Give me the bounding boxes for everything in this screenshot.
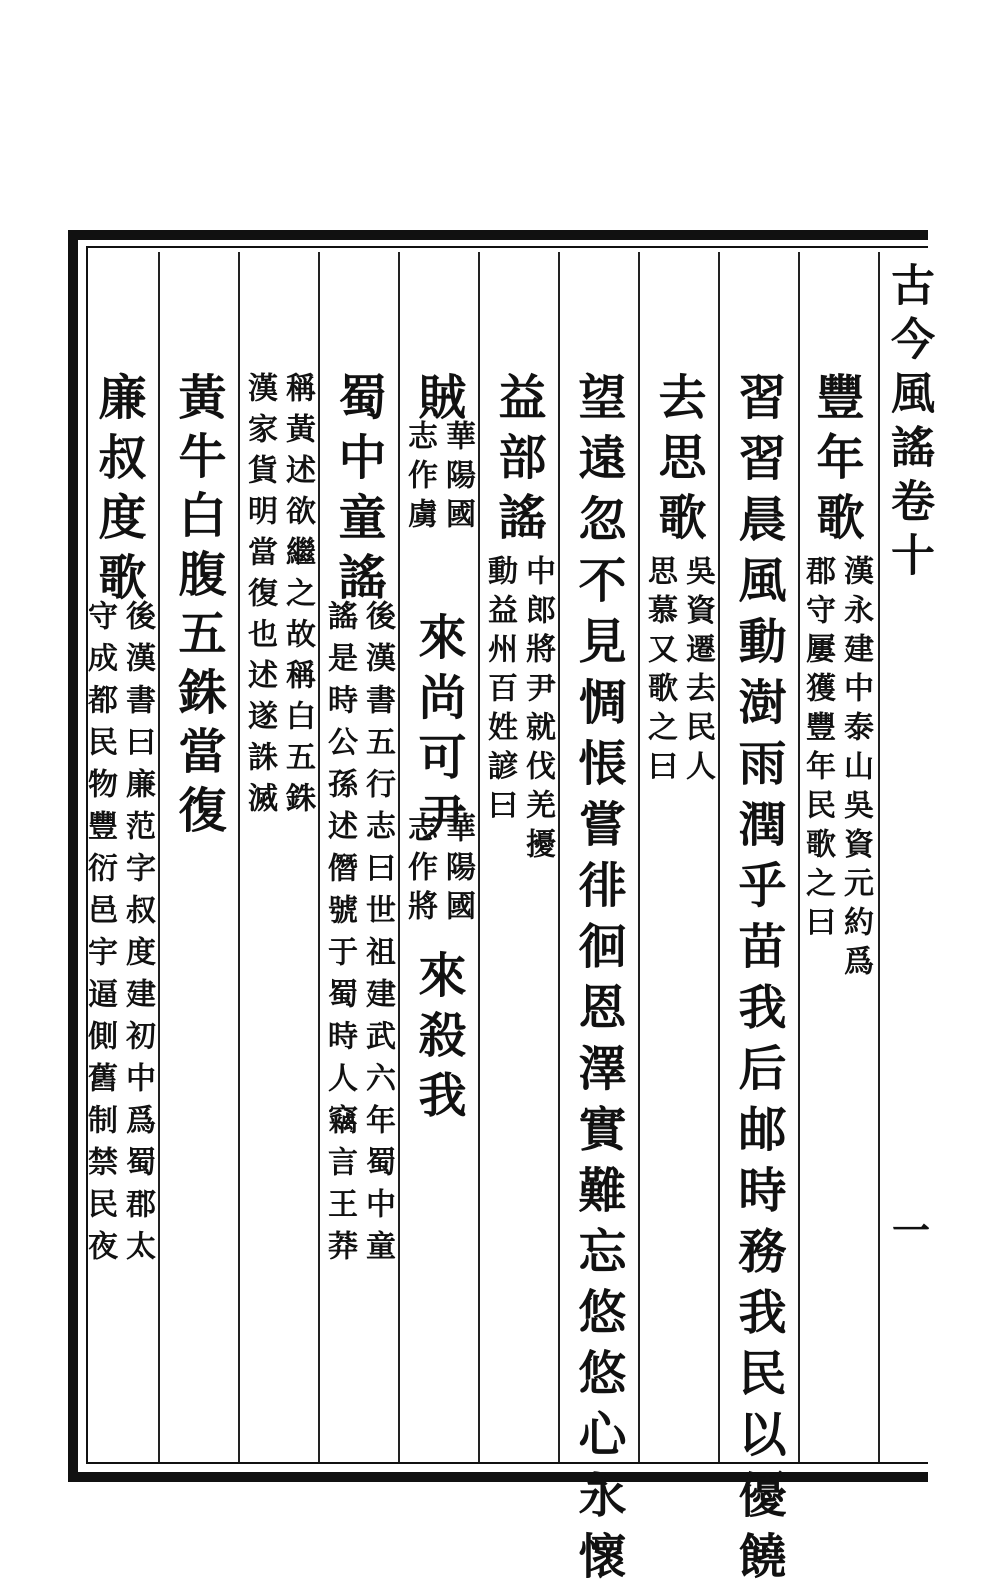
column-divider	[478, 252, 480, 1462]
annotation-left: 思慕又歌之曰	[642, 555, 677, 789]
column-9-verse: 黃牛白腹五銖當復	[170, 372, 226, 844]
column-divider	[878, 252, 880, 1462]
annotation-left: 志作虜	[402, 420, 437, 537]
book-title: 古今風謠卷十	[883, 262, 934, 586]
annotation-right: 華陽國	[440, 420, 475, 537]
annotation-right: 中郎將尹就伐羌擾	[520, 555, 555, 867]
verse-part: 來尚可尹	[410, 612, 466, 852]
column-divider	[718, 252, 720, 1462]
verse-part: 賊	[410, 372, 466, 432]
column-divider	[558, 252, 560, 1462]
annotation-left: 動益州百姓諺曰	[482, 555, 517, 828]
column-divider	[238, 252, 240, 1462]
song-title: 廉叔度歌	[90, 372, 146, 612]
column-divider	[638, 252, 640, 1462]
annotation-right: 後漢書五行志曰世祖建武六年蜀中童	[360, 600, 395, 1272]
column-2-verse: 習習晨風動澍雨潤乎苗我后邮時務我民以優饒	[730, 372, 786, 1592]
song-title: 益部謠	[490, 372, 546, 552]
column-divider	[158, 252, 160, 1462]
annotation-right: 漢永建中泰山吳資元約爲	[838, 555, 873, 984]
annotation-left: 郡守屢獲豐年民歌之曰	[800, 555, 835, 945]
song-title: 蜀中童謠	[330, 372, 386, 612]
annotation-right: 吳資遷去民人	[680, 555, 715, 789]
song-title: 豐年歌	[808, 372, 864, 552]
column-4-verse: 望遠忽不見惆悵嘗徘徊恩澤實難忘悠悠心永懷	[570, 372, 626, 1592]
column-divider	[398, 252, 400, 1462]
page-number-mark: 一	[892, 1208, 931, 1253]
annotation-right: 稱黃述欲繼之故稱白五銖	[280, 372, 315, 823]
verse-part: 來殺我	[410, 950, 466, 1130]
annotation-left: 謠是時公孫述僭號于蜀時人竊言王莽	[322, 600, 357, 1272]
song-title: 去思歌	[650, 372, 706, 552]
annotation-left: 守成都民物豐衍邑宇逼側舊制禁民夜	[82, 600, 117, 1272]
annotation-left: 漢家貨明當復也述遂誅滅	[242, 372, 277, 823]
annotation-right: 後漢書曰廉范字叔度建初中爲蜀郡太	[120, 600, 155, 1272]
column-divider	[318, 252, 320, 1462]
annotation-right: 華陽國	[440, 812, 475, 929]
annotation-left: 志作將	[402, 812, 437, 929]
